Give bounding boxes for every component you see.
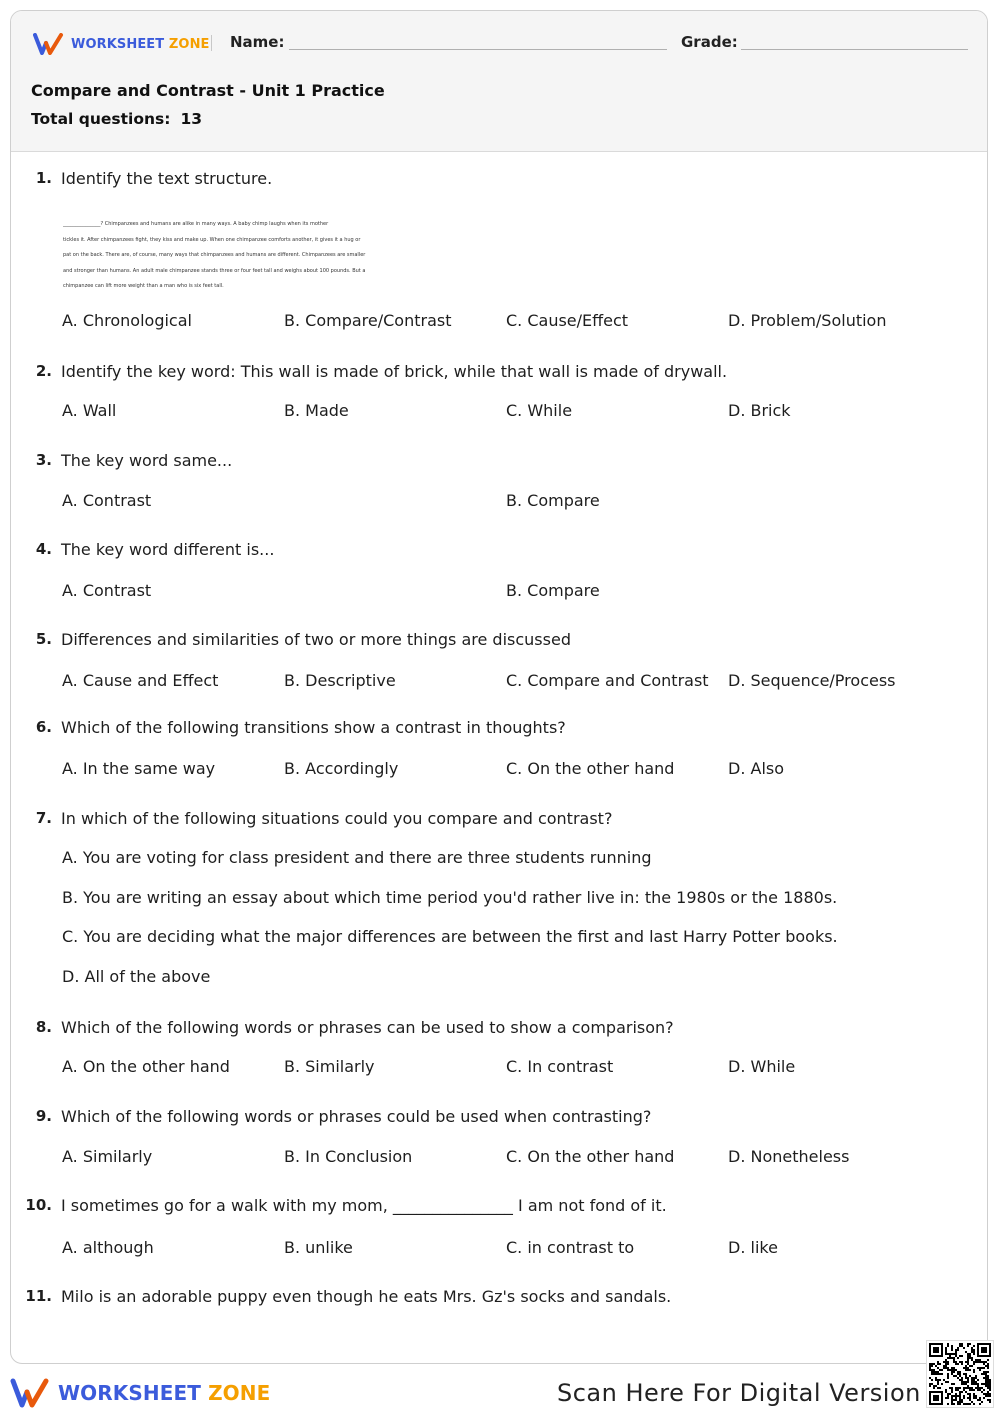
question-text: The key word same... xyxy=(61,451,233,470)
total-questions xyxy=(31,110,202,128)
grade-label: Grade: xyxy=(681,33,738,51)
name-label: Name: xyxy=(230,33,285,51)
answer-option[interactable]: B. You are writing an essay about which time period you'd rather live in: the 1980s or the 1880s. xyxy=(62,887,838,907)
question-number: 2. xyxy=(35,362,52,380)
answer-option[interactable]: C. While xyxy=(506,401,573,420)
answer-option[interactable]: B. Made xyxy=(284,401,349,420)
answer-option[interactable]: C. You are deciding what the major differences are between the first and last Harry Potter books. xyxy=(62,927,838,947)
question-number: 4. xyxy=(35,540,52,558)
worksheet-zone-logo-icon xyxy=(33,33,65,55)
answer-option[interactable]: D. like xyxy=(728,1238,778,1257)
question-text: In which of the following situations could you compare and contrast? xyxy=(61,809,613,828)
question-text: Identify the key word: This wall is made of brick, while that wall is made of drywall. xyxy=(61,362,728,381)
question-number: 3. xyxy=(35,451,52,469)
answer-option[interactable]: A. Contrast xyxy=(62,581,152,600)
question-number: 7. xyxy=(35,809,52,827)
passage-line: _______________? Chimpanzees and humans are alike in many ways. A baby chimp laughs when its mother xyxy=(63,221,329,227)
answer-option[interactable]: B. Compare/Contrast xyxy=(284,311,452,330)
qr-code-icon[interactable] xyxy=(926,1340,994,1408)
passage-line: chimpanzee can lift more weight than a man who is six feet tall. xyxy=(63,283,224,289)
question-number: 6. xyxy=(35,718,52,736)
question-text: Which of the following transitions show a contrast in thoughts? xyxy=(61,718,566,737)
worksheet-zone-logo-icon xyxy=(10,1378,50,1408)
answer-option[interactable]: A. Wall xyxy=(62,401,117,420)
question-number: 8. xyxy=(35,1018,52,1036)
answer-option[interactable]: B. In Conclusion xyxy=(284,1147,413,1166)
logo-word-zone: ZONE xyxy=(168,36,210,52)
qr-code-graphic xyxy=(927,1341,993,1407)
header-logo xyxy=(33,33,210,55)
footer-logo xyxy=(10,1378,270,1408)
answer-option[interactable]: C. in contrast to xyxy=(506,1238,635,1257)
answer-option[interactable]: C. Cause/Effect xyxy=(506,311,629,330)
answer-option[interactable]: B. Compare xyxy=(506,491,600,510)
worksheet-header xyxy=(11,11,987,152)
scan-text: Scan Here For Digital Version xyxy=(557,1379,921,1407)
question-text: Which of the following words or phrases can be used to show a comparison? xyxy=(61,1018,674,1037)
question-text: Differences and similarities of two or more things are discussed xyxy=(61,630,571,649)
footer-logo-word-zone: ZONE xyxy=(208,1381,271,1405)
passage-line: pat on the back. There are, of course, many ways that chimpanzees and humans are different. Chimpanzees are smaller xyxy=(63,252,366,258)
answer-option[interactable]: A. Chronological xyxy=(62,311,192,330)
answer-option[interactable]: A. Similarly xyxy=(62,1147,153,1166)
answer-option[interactable]: D. All of the above xyxy=(62,967,211,987)
answer-option[interactable]: A. Contrast xyxy=(62,491,152,510)
question-text: The key word different is... xyxy=(61,540,275,559)
answer-option[interactable]: D. Brick xyxy=(728,401,791,420)
total-questions-value: 13 xyxy=(180,110,203,128)
answer-option[interactable]: A. Cause and Effect xyxy=(62,671,219,690)
answer-option[interactable]: B. Similarly xyxy=(284,1057,375,1076)
worksheet-title: Compare and Contrast - Unit 1 Practice xyxy=(31,81,385,100)
passage-image xyxy=(63,217,383,295)
question-text: I sometimes go for a walk with my mom, _______________ I am not fond of it. xyxy=(61,1196,667,1215)
answer-option[interactable]: C. On the other hand xyxy=(506,759,675,778)
header-divider xyxy=(211,35,212,51)
answer-option[interactable]: A. On the other hand xyxy=(62,1057,230,1076)
question-text: Which of the following words or phrases could be used when contrasting? xyxy=(61,1107,652,1126)
answer-option[interactable]: B. Compare xyxy=(506,581,600,600)
question-text: Milo is an adorable puppy even though he eats Mrs. Gz's socks and sandals. xyxy=(61,1287,672,1306)
answer-option[interactable]: C. Compare and Contrast xyxy=(506,671,709,690)
question-text: Identify the text structure. xyxy=(61,169,273,188)
total-questions-label: Total questions: xyxy=(31,110,171,128)
logo-word-worksheet: WORKSHEET xyxy=(71,36,165,52)
answer-option[interactable]: C. On the other hand xyxy=(506,1147,675,1166)
answer-option[interactable]: D. Also xyxy=(728,759,785,778)
answer-option[interactable]: D. Sequence/Process xyxy=(728,671,896,690)
answer-option[interactable]: A. In the same way xyxy=(62,759,216,778)
question-number: 11. xyxy=(25,1287,52,1305)
answer-option[interactable]: A. although xyxy=(62,1238,154,1257)
footer-logo-word-worksheet: WORKSHEET xyxy=(58,1381,201,1405)
grade-field[interactable] xyxy=(741,49,968,50)
answer-option[interactable]: D. Nonetheless xyxy=(728,1147,850,1166)
question-number: 5. xyxy=(35,630,52,648)
question-number: 9. xyxy=(35,1107,52,1125)
question-number: 1. xyxy=(35,169,52,187)
answer-option[interactable]: B. Descriptive xyxy=(284,671,396,690)
answer-option[interactable]: B. unlike xyxy=(284,1238,353,1257)
passage-line: tickles it. After chimpanzees fight, they kiss and make up. When one chimpanzee comforts another, it gives it a hug or xyxy=(63,236,361,243)
worksheet-sheet xyxy=(10,10,988,1364)
passage-line: and stronger than humans. An adult male chimpanzee stands three or four feet tall and weighs about 100 pounds. But a xyxy=(63,267,366,274)
answer-option[interactable]: A. You are voting for class president and there are three students running xyxy=(62,848,652,867)
header-logo-text xyxy=(71,37,210,52)
answer-option[interactable]: D. While xyxy=(728,1057,796,1076)
answer-option[interactable]: D. Problem/Solution xyxy=(728,311,887,330)
answer-option[interactable]: C. In contrast xyxy=(506,1057,614,1076)
name-field[interactable] xyxy=(289,49,667,50)
answer-option[interactable]: B. Accordingly xyxy=(284,759,399,778)
footer-logo-text xyxy=(58,1381,270,1405)
question-number: 10. xyxy=(25,1196,52,1214)
